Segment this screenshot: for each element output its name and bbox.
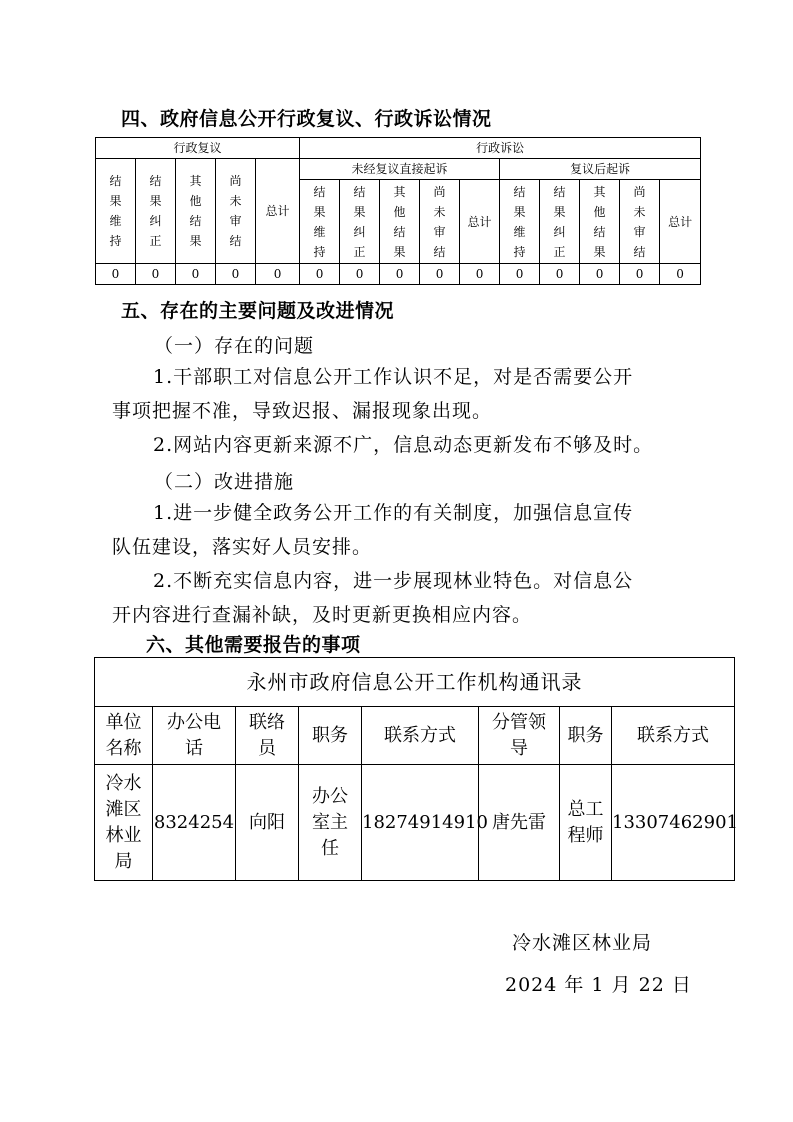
- value-cell: 0: [580, 264, 620, 285]
- contact-cell: 18274914910: [362, 765, 479, 881]
- value-cell: 0: [660, 264, 701, 285]
- contact-header: 联系方式: [362, 707, 479, 765]
- direct-total-header: 总计: [460, 180, 500, 264]
- liaison-header: 联络 员: [236, 707, 299, 765]
- value-cell: 0: [620, 264, 660, 285]
- value-cell: 0: [380, 264, 420, 285]
- leader-header: 分管领 导: [479, 707, 560, 765]
- position-header: 职务: [299, 707, 362, 765]
- after-upheld-header: 结 果 维 持: [500, 180, 540, 264]
- office-phone-cell: 8324254: [153, 765, 236, 881]
- admin-litigation-header: 行政诉讼: [300, 138, 701, 159]
- value-cell: 0: [500, 264, 540, 285]
- section4-title: 四、政府信息公开行政复议、行政诉讼情况: [121, 108, 492, 130]
- after-review-suit-header: 复议后起诉: [500, 159, 701, 180]
- value-cell: 0: [96, 264, 136, 285]
- direct-corrected-header: 结 果 纠 正: [340, 180, 380, 264]
- admin-review-header: 行政复议: [96, 138, 300, 159]
- after-pending-header: 尚 未 审 结: [620, 180, 660, 264]
- value-cell: 0: [340, 264, 380, 285]
- problems-subheading: （一）存在的问题: [154, 335, 315, 357]
- after-corrected-header: 结 果 纠 正: [540, 180, 580, 264]
- review-corrected-header: 结 果 纠 正: [136, 159, 176, 264]
- leader-position-header: 职务: [560, 707, 612, 765]
- leader-cell: 唐先雷: [479, 765, 560, 881]
- signature-date: 2024 年 1 月 22 日: [505, 974, 692, 996]
- direct-pending-header: 尚 未 审 结: [420, 180, 460, 264]
- measures-subheading: （二）改进措施: [154, 471, 295, 493]
- measure-1-line2: 队伍建设，落实好人员安排。: [112, 536, 373, 558]
- directory-title: 永州市政府信息公开工作机构通讯录: [95, 658, 735, 707]
- value-cell: 0: [176, 264, 216, 285]
- section6-title: 六、其他需要报告的事项: [146, 634, 361, 656]
- leader-contact-cell: 13307462901: [612, 765, 735, 881]
- direct-upheld-header: 结 果 维 持: [300, 180, 340, 264]
- review-upheld-header: 结 果 维 持: [96, 159, 136, 264]
- direct-suit-header: 未经复议直接起诉: [300, 159, 500, 180]
- signature-org: 冷水滩区林业局: [512, 932, 653, 954]
- leader-position-cell: 总工 程师: [560, 765, 612, 881]
- review-pending-header: 尚 未 审 结: [216, 159, 256, 264]
- value-cell: 0: [460, 264, 500, 285]
- unit-name-cell: 冷水 滩区 林业 局: [95, 765, 153, 881]
- value-cell: 0: [300, 264, 340, 285]
- liaison-cell: 向阳: [236, 765, 299, 881]
- value-cell: 0: [136, 264, 176, 285]
- value-cell: 0: [216, 264, 256, 285]
- unit-name-header: 单位 名称: [95, 707, 153, 765]
- section5-title: 五、存在的主要问题及改进情况: [121, 300, 395, 322]
- problem-1-line2: 事项把握不准，导致迟报、漏报现象出现。: [112, 400, 493, 422]
- value-cell: 0: [256, 264, 300, 285]
- problem-1-line1: 1.干部职工对信息公开工作认识不足，对是否需要公开: [153, 366, 634, 388]
- leader-contact-header: 联系方式: [612, 707, 735, 765]
- office-phone-header: 办公电 话: [153, 707, 236, 765]
- value-cell: 0: [420, 264, 460, 285]
- measure-2-line1: 2.不断充实信息内容，进一步展现林业特色。对信息公: [153, 570, 634, 592]
- measure-1-line1: 1.进一步健全政务公开工作的有关制度，加强信息宣传: [153, 502, 634, 524]
- after-other-header: 其 他 结 果: [580, 180, 620, 264]
- position-cell: 办公 室主 任: [299, 765, 362, 881]
- problem-2: 2.网站内容更新来源不广，信息动态更新发布不够及时。: [153, 434, 654, 456]
- review-total-header: 总计: [256, 159, 300, 264]
- review-litigation-table: [95, 137, 701, 285]
- direct-other-header: 其 他 结 果: [380, 180, 420, 264]
- after-total-header: 总计: [660, 180, 701, 264]
- measure-2-line2: 开内容进行查漏补缺，及时更新更换相应内容。: [112, 604, 533, 626]
- review-other-header: 其 他 结 果: [176, 159, 216, 264]
- value-cell: 0: [540, 264, 580, 285]
- contact-directory-table: [94, 657, 738, 881]
